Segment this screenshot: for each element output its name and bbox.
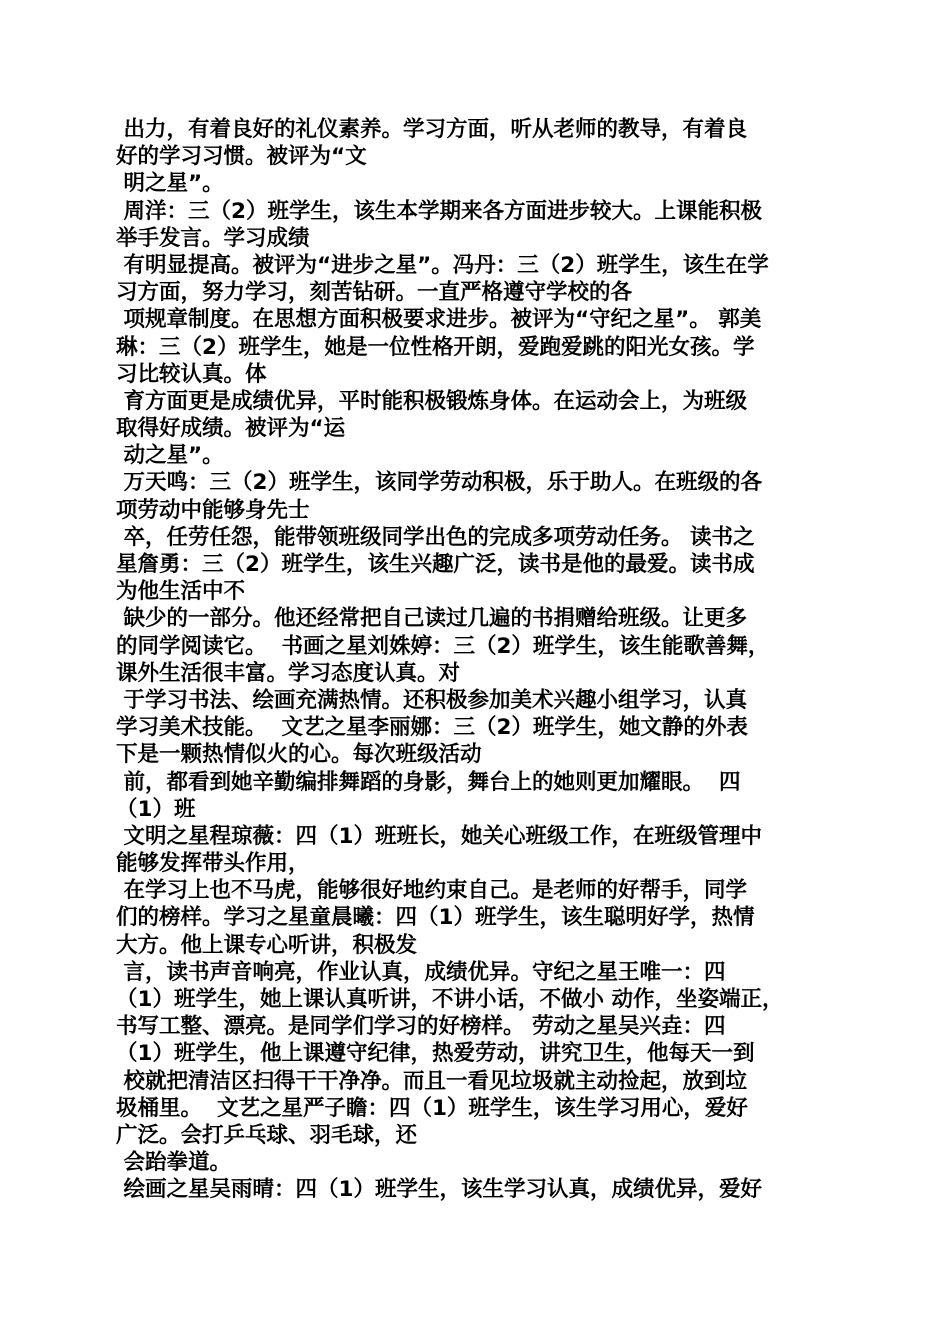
text-line: 琳：三（2）班学生，她是一位性格开朗，爱跑爱跳的阳光女孩。学 — [116, 334, 755, 360]
text-line: 万天鸣：三（2）班学生，该同学劳动积极，乐于助人。在班级的各 — [116, 470, 762, 496]
text-line: 前，都看到她辛勤编排舞蹈的身影，舞台上的她则更加耀眼。 四 — [116, 769, 741, 795]
text-line: 习比较认真。体 — [116, 361, 267, 387]
text-line: 项劳动中能够身先士 — [116, 497, 310, 523]
text-line: （1）班学生，她上课认真听讲，不讲小话，不做小 动作，坐姿端正， — [116, 987, 784, 1012]
text-line: 书写工整、漂亮。是同学们学习的好榜样。 劳动之星吴兴垚：四 — [116, 1014, 726, 1040]
text-line: 于学习书法、绘画充满热情。还积极参加美术兴趣小组学习，认真 — [116, 687, 747, 713]
text-line: 好的学习习惯。被评为“文 — [116, 144, 367, 170]
text-line: 缺少的一部分。他还经常把自己读过几遍的书捐赠给班级。让更多 — [116, 606, 747, 632]
text-line: 绘画之星吴雨晴：四（1）班学生，该生学习认真，成绩优异，爱好 — [116, 1177, 762, 1203]
text-line: 下是一颗热情似火的心。每次班级活动 — [116, 742, 482, 768]
text-line: 广泛。会打乒乓球、羽毛球，还 — [116, 1122, 418, 1148]
text-line: 星詹勇：三（2）班学生，该生兴趣广泛，读书是他的最爱。读书成 — [116, 552, 755, 577]
text-line: 圾桶里。 文艺之星严子瞻：四（1）班学生，该生学习用心，爱好 — [116, 1095, 748, 1121]
text-line: 卒，任劳任怨，能带领班级同学出色的完成多项劳动任务。 读书之 — [116, 524, 755, 550]
document-body — [116, 116, 836, 1204]
text-line: （1）班 — [116, 796, 196, 822]
text-line: 有明显提高。被评为“进步之星”。冯丹：三（2）班学生，该生在学 — [116, 252, 769, 278]
text-line: 的同学阅读它。 书画之星刘姝婷：三（2）班学生，该生能歌善舞， — [116, 633, 770, 659]
text-line: 校就把清洁区扫得干干净净。而且一看见垃圾就主动捡起，放到垃 — [116, 1068, 747, 1094]
text-line: （1）班学生，他上课遵守纪律，热爱劳动，讲究卫生，他每天一到 — [116, 1041, 755, 1067]
text-line: 们的榜样。学习之星童晨曦：四（1）班学生，该生聪明好学，热情 — [116, 905, 755, 931]
text-line: 为他生活中不 — [116, 579, 246, 605]
text-line: 育方面更是成绩优异，平时能积极锻炼身体。在运动会上，为班级 — [116, 388, 747, 414]
text-line: 出力，有着良好的礼仪素养。学习方面，听从老师的教导，有着良 — [116, 117, 747, 142]
text-line: 言，读书声音响亮，作业认真，成绩优异。守纪之星王唯一：四 — [116, 959, 726, 985]
text-line: 周洋：三（2）班学生，该生本学期来各方面进步较大。上课能积极 — [116, 198, 762, 224]
text-line: 课外生活很丰富。学习态度认真。对 — [116, 660, 461, 686]
text-line: 明之星”。 — [116, 171, 224, 197]
text-line: 能够发挥带头作用， — [116, 851, 310, 877]
text-line: 学习美术技能。 文艺之星李丽娜：三（2）班学生，她文静的外表 — [116, 715, 748, 741]
text-line: 在学习上也不马虎，能够很好地约束自己。是老师的好帮手，同学 — [116, 878, 747, 904]
text-line: 动之星”。 — [116, 443, 224, 469]
text-line: 会跆拳道。 — [116, 1150, 231, 1176]
text-line: 文明之星程琼薇：四（1）班班长，她关心班级工作，在班级管理中 — [116, 823, 762, 849]
text-line: 项规章制度。在思想方面积极要求进步。被评为“守纪之星”。 郭美 — [116, 307, 762, 333]
text-line: 举手发言。学习成绩 — [116, 225, 310, 251]
text-line: 大方。他上课专心听讲，积极发 — [116, 932, 418, 958]
text-line: 习方面，努力学习，刻苦钻研。一直严格遵守学校的各 — [116, 280, 633, 306]
text-line: 取得好成绩。被评为“运 — [116, 416, 346, 442]
